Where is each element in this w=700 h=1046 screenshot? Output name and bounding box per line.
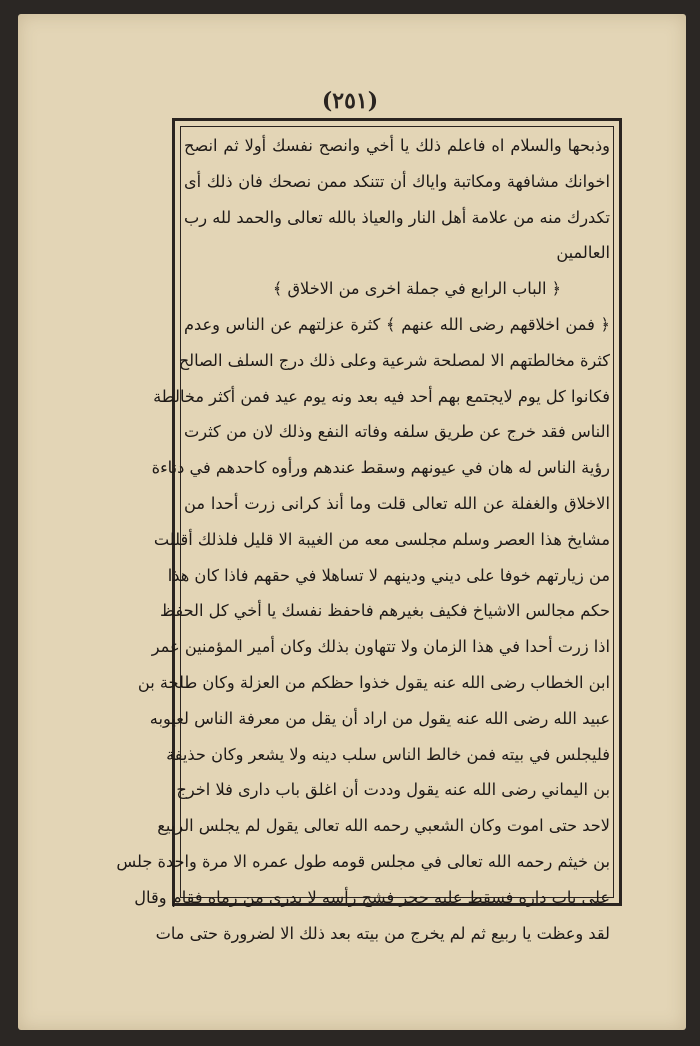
text-line: لاحد حتى اموت وكان الشعبي رحمه الله تعالى يقول لم يجلس الربيع	[157, 816, 610, 836]
text-line: لقد وعظت يا ربيع ثم لم يخرج من بيته بعد ذلك الا لضرورة حتى مات	[155, 923, 610, 943]
text-line: عبيد الله رضى الله عنه يقول من اراد أن يقل من معرفة الناس لعيوبه	[149, 708, 610, 728]
text-line: من زيارتهم خوفا على ديني ودينهم لا تساهلا في حقهم فاذا كان هذا	[167, 565, 610, 585]
text-line: ابن الخطاب رضى الله عنه يقول خذوا حظكم من العزلة وكان طلحة بن	[137, 672, 610, 692]
chapter-heading: ﴿ الباب الرابع في جملة اخرى من الاخلاق ﴾	[272, 279, 562, 299]
text-line: على باب داره فسقط عليه حجر فشج رأسه لا يدرى من رماه فقام وقال	[134, 887, 610, 907]
text-line: تكدرك منه من علامة أهل النار والعياذ بالله تعالى والحمد لله رب	[184, 207, 610, 227]
text-line: الناس فقد خرج عن طريق سلفه وفاته النفع وذلك لان من كثرت	[184, 422, 610, 442]
text-line: العالمين	[556, 243, 610, 263]
text-line: حكم مجالس الاشياخ فكيف بغيرهم فاحفظ نفسك يا أخي كل الحفظ	[160, 601, 610, 621]
text-line: بن اليماني رضى الله عنه يقول وددت أن اغلق باب دارى فلا اخرج	[176, 780, 610, 800]
text-line: فليجلس في بيته فمن خالط الناس سلب دينه ولا يشعر وكان حذيفة	[166, 744, 610, 764]
text-line: وذبحها والسلام اه فاعلم ذلك يا أخي وانصح نفسك أولا ثم انصح	[184, 136, 610, 155]
text-line: مشايخ هذا العصر وسلم مجلسى معه من الغيبة الا قليل فلذلك أقللت	[153, 529, 610, 549]
text-line: الاخلاق والغفلة عن الله تعالى قلت وما أنذ كرانى زرت أحدا من	[184, 493, 610, 513]
text-line: اذا زرت أحدا في هذا الزمان ولا تتهاون بذلك وكان أمير المؤمنين عمر	[151, 637, 610, 657]
text-line: اخوانك مشافهة ومكاتبة واياك أن تتنكد ممن نصحك فان ذلك أى	[184, 171, 610, 191]
text-block	[116, 128, 610, 951]
text-line: فكانوا كل يوم لايجتمع بهم أحد فيه بعد ونه يوم عيد فمن أكثر مخالطة	[153, 386, 610, 406]
text-line: كثرة مخالطتهم الا لمصلحة شرعية وعلى ذلك درج السلف الصالح	[178, 350, 610, 370]
text-line: ﴿ فمن اخلاقهم رضى الله عنهم ﴾ كثرة عزلتهم عن الناس وعدم	[184, 314, 610, 334]
page-number: (٢٥١)	[321, 88, 379, 114]
text-line: بن خيثم رحمه الله تعالى في مجلس قومه طول عمره الا مرة واحدة جلس	[116, 851, 610, 871]
text-line: رؤية الناس له هان في عيونهم وسقط عندهم ورأوه كاحدهم في دناءة	[151, 458, 610, 478]
